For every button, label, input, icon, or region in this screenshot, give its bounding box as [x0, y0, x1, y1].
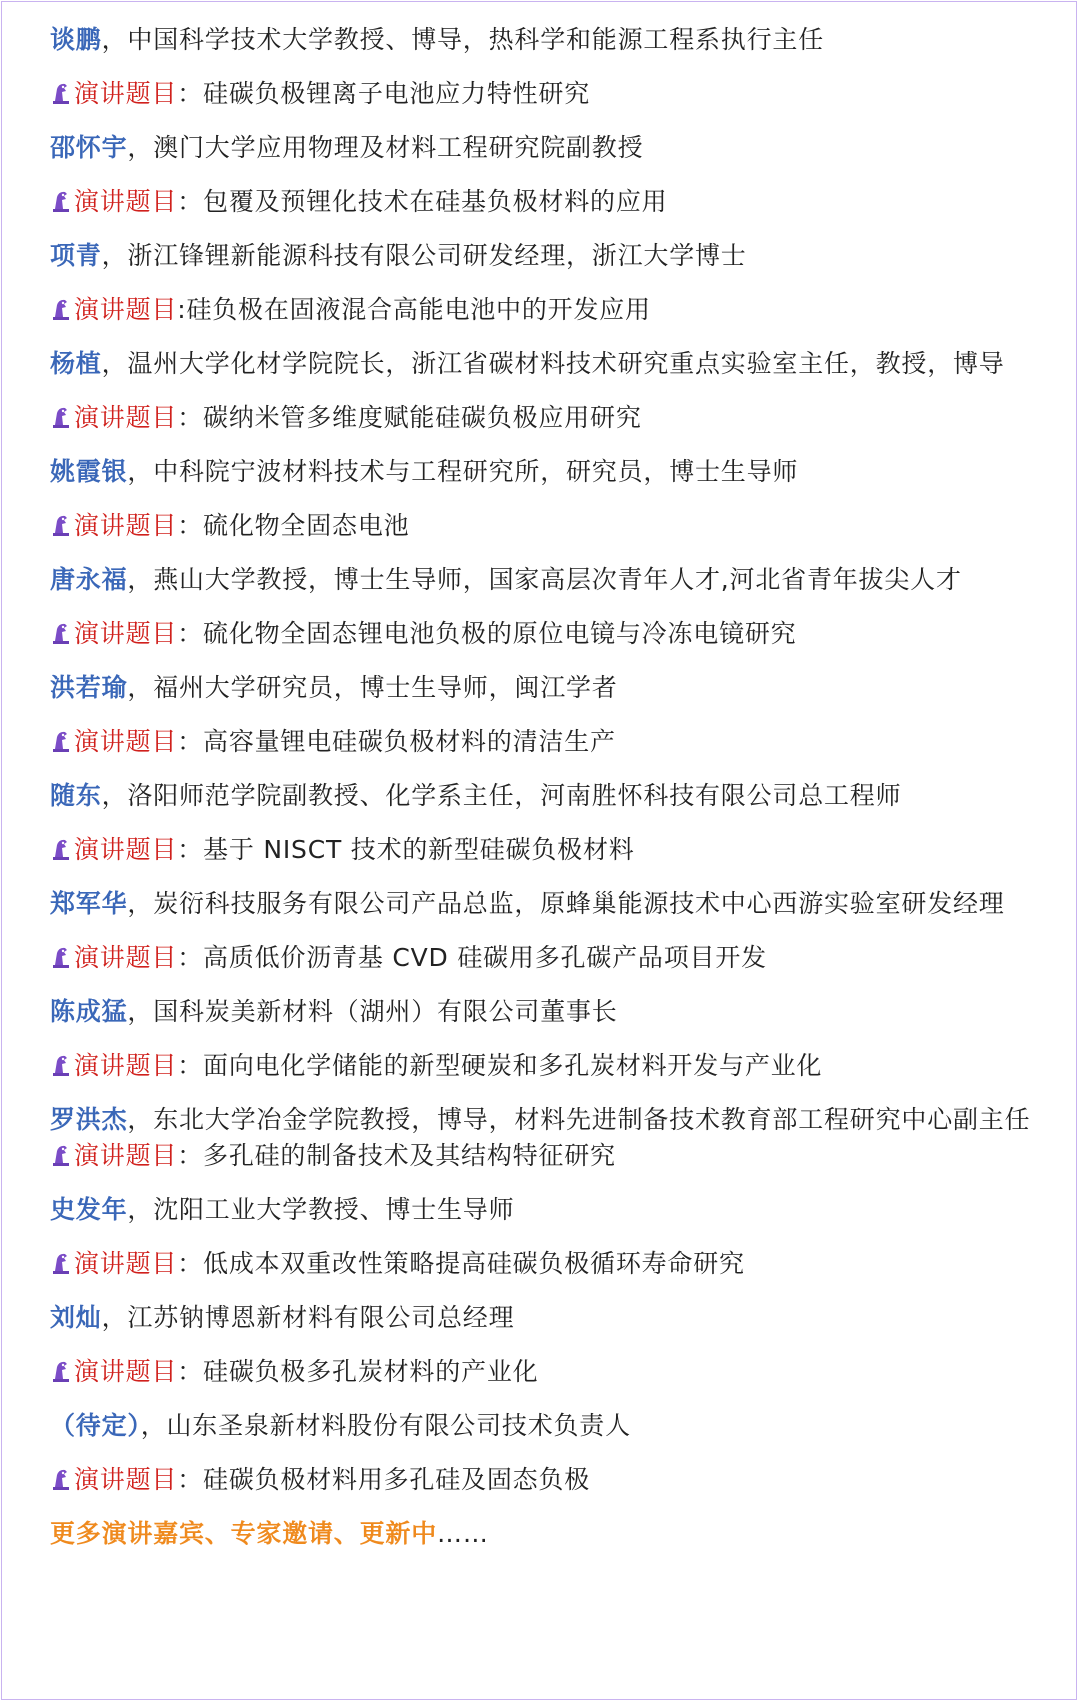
speaker-affiliation: ，温州大学化材学院院长，浙江省碳材料技术研究重点实验室主任，教授，博导 [101, 349, 1005, 378]
talk-topic-title: 硅碳负极多孔炭材料的产业化 [203, 1357, 539, 1386]
talk-topic-line [50, 1246, 745, 1282]
speaker-line [50, 1300, 514, 1336]
chess-knight-icon [50, 295, 72, 319]
speaker-affiliation: ，国科炭美新材料（湖州）有限公司董事长 [127, 997, 618, 1026]
chess-knight-icon [50, 727, 72, 751]
speaker-line [50, 130, 643, 166]
speaker-affiliation: ，中国科学技术大学教授、博导，热科学和能源工程系执行主任 [101, 25, 825, 54]
talk-topic-separator: ： [177, 403, 204, 432]
talk-topic-separator: ： [177, 835, 204, 864]
chess-knight-icon [50, 1051, 72, 1075]
speaker-line [50, 1102, 1030, 1138]
talk-topic-title: 基于 NISCT 技术的新型硅碳负极材料 [203, 835, 635, 864]
talk-topic-separator: ： [177, 1465, 204, 1494]
chess-knight-icon [50, 1465, 72, 1489]
more-speakers-note [50, 1516, 489, 1552]
talk-topic-title: 硅负极在固液混合高能电池中的开发应用 [186, 295, 651, 324]
talk-topic-separator: ： [177, 943, 204, 972]
talk-topic-label: 演讲题目 [74, 1357, 178, 1386]
talk-topic-label: 演讲题目 [74, 403, 178, 432]
talk-topic-label: 演讲题目 [74, 1051, 178, 1080]
talk-topic-separator: ： [177, 511, 204, 540]
chess-knight-icon [50, 1357, 72, 1381]
talk-topic-separator: ： [177, 1141, 204, 1170]
talk-topic-title: 硅碳负极材料用多孔硅及固态负极 [203, 1465, 591, 1494]
talk-topic-label: 演讲题目 [74, 1465, 178, 1494]
speaker-line [50, 1408, 631, 1444]
speaker-line [50, 670, 618, 706]
chess-knight-icon [50, 1249, 72, 1273]
talk-topic-line [50, 832, 635, 868]
talk-topic-label: 演讲题目 [74, 835, 178, 864]
talk-topic-label: 演讲题目 [74, 1249, 178, 1278]
talk-topic-label: 演讲题目 [74, 619, 178, 648]
talk-topic-title: 包覆及预锂化技术在硅基负极材料的应用 [203, 187, 668, 216]
talk-topic-separator: ： [177, 1249, 204, 1278]
talk-topic-separator: ： [177, 187, 204, 216]
talk-topic-label: 演讲题目 [74, 727, 178, 756]
speaker-line [50, 778, 901, 814]
speaker-name: 郑军华 [50, 889, 128, 918]
talk-topic-separator: ： [177, 1051, 204, 1080]
talk-topic-label: 演讲题目 [74, 187, 178, 216]
speaker-name: 唐永福 [50, 565, 128, 594]
talk-topic-label: 演讲题目 [74, 1141, 178, 1170]
talk-topic-title: 面向电化学储能的新型硬炭和多孔炭材料开发与产业化 [203, 1051, 823, 1080]
speaker-affiliation: ，中科院宁波材料技术与工程研究所，研究员，博士生导师 [127, 457, 799, 486]
speaker-line [50, 454, 798, 490]
more-speakers-text: 更多演讲嘉宾、专家邀请、更新中 [50, 1519, 438, 1548]
chess-knight-icon [50, 187, 72, 211]
speaker-name: 姚霞银 [50, 457, 128, 486]
chess-knight-icon [50, 1141, 72, 1165]
talk-topic-line [50, 184, 667, 220]
talk-topic-label: 演讲题目 [74, 79, 178, 108]
talk-topic-line [50, 616, 796, 652]
chess-knight-icon [50, 403, 72, 427]
speaker-affiliation: ，沈阳工业大学教授、博士生导师 [127, 1195, 515, 1224]
speaker-affiliation: ，山东圣泉新材料股份有限公司技术负责人 [140, 1411, 631, 1440]
talk-topic-separator: ： [177, 727, 204, 756]
talk-topic-line [50, 76, 590, 112]
speaker-affiliation: ，福州大学研究员，博士生导师，闽江学者 [127, 673, 618, 702]
speaker-name: 史发年 [50, 1195, 128, 1224]
speaker-affiliation: ，东北大学冶金学院教授，博导，材料先进制备技术教育部工程研究中心副主任 [127, 1105, 1031, 1134]
talk-topic-title: 多孔硅的制备技术及其结构特征研究 [203, 1141, 616, 1170]
talk-topic-line [50, 1048, 822, 1084]
chess-knight-icon [50, 619, 72, 643]
chess-knight-icon [50, 79, 72, 103]
talk-topic-title: 碳纳米管多维度赋能硅碳负极应用研究 [203, 403, 642, 432]
talk-topic-line [50, 508, 409, 544]
talk-topic-title: 硅碳负极锂离子电池应力特性研究 [203, 79, 591, 108]
speaker-name: 随东 [50, 781, 102, 810]
speaker-line [50, 22, 824, 58]
speaker-line [50, 994, 618, 1030]
chess-knight-icon [50, 943, 72, 967]
speaker-affiliation: ，炭衍科技服务有限公司产品总监，原蜂巢能源技术中心西游实验室研发经理 [127, 889, 1005, 918]
talk-topic-line [50, 724, 616, 760]
speaker-line [50, 346, 1005, 382]
talk-topic-line [50, 1354, 538, 1390]
talk-topic-line [50, 292, 651, 328]
talk-topic-separator: ： [177, 79, 204, 108]
talk-topic-title: 高容量锂电硅碳负极材料的清洁生产 [203, 727, 616, 756]
speaker-line [50, 1192, 514, 1228]
talk-topic-separator: ： [177, 619, 204, 648]
speaker-line [50, 886, 1005, 922]
talk-topic-title: 硫化物全固态锂电池负极的原位电镜与冷冻电镜研究 [203, 619, 797, 648]
speaker-name: 罗洪杰 [50, 1105, 128, 1134]
chess-knight-icon [50, 511, 72, 535]
speaker-line [50, 562, 962, 598]
talk-topic-line [50, 400, 642, 436]
talk-topic-title: 高质低价沥青基 CVD 硅碳用多孔碳产品项目开发 [203, 943, 767, 972]
speaker-name: （待定） [50, 1411, 141, 1440]
speaker-affiliation: ，江苏钠博恩新材料有限公司总经理 [101, 1303, 515, 1332]
ellipsis: …… [437, 1519, 489, 1548]
talk-topic-line [50, 1462, 590, 1498]
talk-topic-title: 硫化物全固态电池 [203, 511, 410, 540]
talk-topic-separator: ： [177, 1357, 204, 1386]
speaker-affiliation: ，浙江锋锂新能源科技有限公司研发经理，浙江大学博士 [101, 241, 747, 270]
talk-topic-label: 演讲题目 [74, 511, 178, 540]
talk-topic-line [50, 1138, 616, 1174]
speaker-name: 陈成猛 [50, 997, 128, 1026]
speaker-name: 谈鹏 [50, 25, 102, 54]
speaker-affiliation: ，燕山大学教授，博士生导师，国家高层次青年人才,河北省青年拔尖人才 [127, 565, 962, 594]
talk-topic-label: 演讲题目 [74, 295, 178, 324]
speaker-name: 邵怀宇 [50, 133, 128, 162]
speaker-name: 项青 [50, 241, 102, 270]
talk-topic-separator: : [177, 295, 187, 324]
talk-topic-title: 低成本双重改性策略提高硅碳负极循环寿命研究 [203, 1249, 745, 1278]
speaker-affiliation: ，洛阳师范学院副教授、化学系主任，河南胜怀科技有限公司总工程师 [101, 781, 902, 810]
speaker-name: 刘灿 [50, 1303, 102, 1332]
page-frame [1, 1, 1077, 1700]
chess-knight-icon [50, 835, 72, 859]
speaker-name: 杨植 [50, 349, 102, 378]
speaker-line [50, 238, 747, 274]
talk-topic-line [50, 940, 767, 976]
speaker-affiliation: ，澳门大学应用物理及材料工程研究院副教授 [127, 133, 644, 162]
talk-topic-label: 演讲题目 [74, 943, 178, 972]
speaker-name: 洪若瑜 [50, 673, 128, 702]
